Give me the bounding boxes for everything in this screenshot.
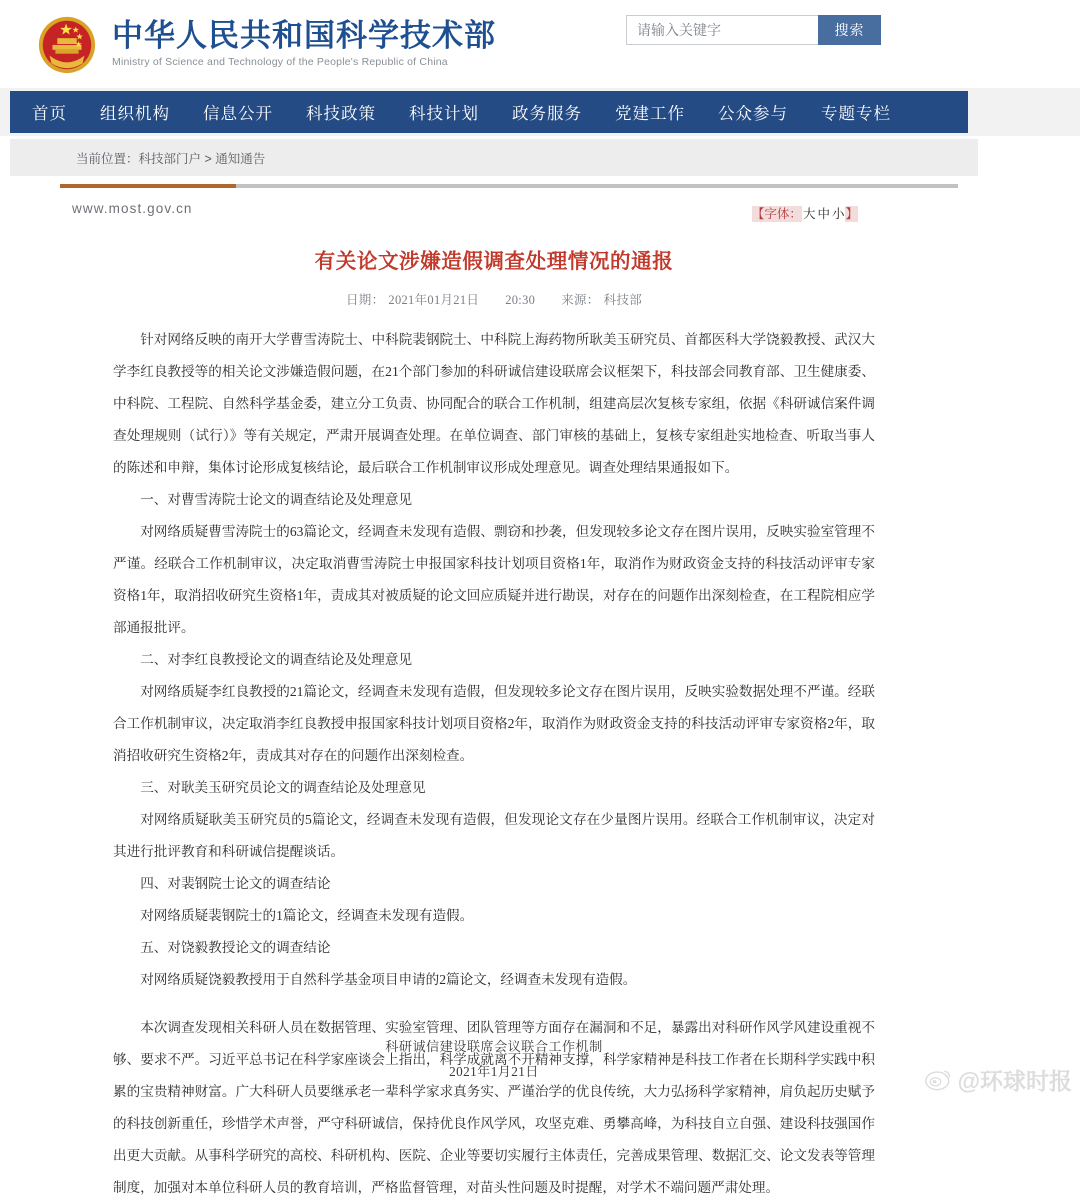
main-navigation — [0, 88, 1080, 136]
site-header — [0, 0, 1080, 88]
page-title: 有关论文涉嫌造假调查处理情况的通报 — [314, 250, 674, 273]
font-size-label-close: 】 — [845, 207, 858, 221]
document-meta — [10, 290, 978, 308]
nav-item-program[interactable]: 科技计划 — [409, 105, 479, 123]
nav-item-policy[interactable]: 科技政策 — [306, 105, 376, 123]
font-size-control — [752, 204, 858, 222]
section-heading-4: 四、对裴钢院士论文的调查结论 — [140, 876, 331, 891]
meta-date-label: 日期： — [345, 293, 385, 307]
meta-date: 2021年01月21日 — [388, 293, 480, 307]
paragraph-section-4: 对网络质疑裴钢院士的1篇论文，经调查未发现有造假。 — [140, 908, 474, 923]
font-size-large[interactable]: 大 — [802, 207, 816, 221]
section-heading-5: 五、对饶毅教授论文的调查结论 — [140, 940, 331, 955]
site-brand — [0, 13, 496, 75]
breadcrumb-bar — [10, 139, 978, 176]
paragraph-closing: 本次调查发现相关科研人员在数据管理、实验室管理、团队管理等方面存在漏洞和不足，暴露出对科研作风学风建设重视不够、要求不严。习近平总书记在科学家座谈会上指出，科学成就离不开精神支撑，科学家精神是科技工作者在长期科学实践中积累的宝贵精神财富。广大科研人员要继承老一辈科学家求真务实、严谨治学的优良传统，大力弘扬科学家精神，肩负起历史赋予的科技创新重任，珍惜学术声誉，严守科研诚信，保持优良作风学风，攻坚克难、勇攀高峰，为科技自立自强、建设科技强国作出更大贡献。从事科学研究的高校、科研机构、医院、企业等要切实履行主体责任，完善成果管理、数据汇交、论文发表等管理制度，加强对本单位科研人员的教育培训，严格监督管理，对苗头性问题及时提醒，对学术不端问题严肃处理。 — [113, 1020, 875, 1195]
paragraph-section-2: 对网络质疑李红良教授的21篇论文，经调查未发现有造假，但发现较多论文存在图片误用，反映实验数据处理不严谨。经联合工作机制审议，决定取消李红良教授申报国家科技计划项目资格2年，取消作为财政资金支持的科技活动评审专家资格2年，取消招收研究生资格2年，责成其对存在的问题作出深刻检查。 — [113, 684, 875, 763]
nav-item-home[interactable]: 首页 — [32, 105, 67, 123]
paragraph-spacer — [113, 996, 875, 1012]
article-panel — [10, 176, 978, 1195]
nav-item-special[interactable]: 专题专栏 — [821, 105, 891, 123]
meta-time: 20:30 — [505, 293, 536, 307]
nav-item-disclosure[interactable]: 信息公开 — [203, 105, 273, 123]
signature-block — [10, 1034, 978, 1084]
font-size-label: 【字体： — [751, 207, 802, 221]
search-input[interactable] — [626, 15, 818, 45]
signature-date: 2021年1月21日 — [449, 1064, 539, 1079]
header-divider-accent — [60, 184, 236, 188]
search-box — [626, 15, 881, 45]
section-heading-1: 一、对曹雪涛院士论文的调查结论及处理意见 — [140, 492, 413, 507]
section-heading-3: 三、对耿美玉研究员论文的调查结论及处理意见 — [140, 780, 426, 795]
paragraph-section-1: 对网络质疑曹雪涛院士的63篇论文，经调查未发现有造假、剽窃和抄袭，但发现较多论文存在图片误用，反映实验室管理不严谨。经联合工作机制审议，决定取消曹雪涛院士申报国家科技计划项目资格1年，取消作为财政资金支持的科技活动评审专家资格1年，取消招收研究生资格1年，责成其对被质疑的论文回应质疑并进行勘误，对存在的问题作出深刻检查，在工程院相应学部通报批评。 — [113, 524, 875, 635]
meta-source-label: 来源： — [561, 293, 600, 307]
search-button[interactable]: 搜索 — [818, 15, 881, 45]
nav-bar — [10, 91, 968, 133]
nav-item-public[interactable]: 公众参与 — [718, 105, 788, 123]
nav-item-org[interactable]: 组织机构 — [100, 105, 170, 123]
china-national-emblem-icon — [36, 13, 98, 75]
section-heading-2: 二、对李红良教授论文的调查结论及处理意见 — [140, 652, 413, 667]
site-title-en: Ministry of Science and Technology of the People's Republic of China — [112, 56, 448, 69]
font-size-small[interactable]: 小 — [831, 207, 845, 221]
site-title-cn: 中华人民共和国科学技术部 — [112, 17, 496, 53]
site-url-label: www.most.gov.cn — [72, 201, 193, 216]
paragraph-section-3: 对网络质疑耿美玉研究员的5篇论文，经调查未发现有造假，但发现论文存在少量图片误用。经联合工作机制审议，决定对其进行批评教育和科研诚信提醒谈话。 — [113, 812, 875, 859]
signature-organization: 科研诚信建设联席会议联合工作机制 — [385, 1039, 603, 1054]
nav-item-services[interactable]: 政务服务 — [512, 105, 582, 123]
header-divider — [60, 184, 958, 188]
paragraph-intro: 针对网络反映的南开大学曹雪涛院士、中科院裴钢院士、中科院上海药物所耿美玉研究员、首都医科大学饶毅教授、武汉大学李红良教授等的相关论文涉嫌造假问题，在21个部门参加的科研诚信建设联席会议框架下，科技部会同教育部、卫生健康委、中科院、工程院、自然科学基金委，建立分工负责、协同配合的联合工作机制，组建高层次复核专家组，依据《科研诚信案件调查处理规则（试行）》等有关规定，严肃开展调查处理。在单位调查、部门审核的基础上，复核专家组赴实地检查、听取当事人的陈述和申辩，集体讨论形成复核结论，最后联合工作机制审议形成处理意见。调查处理结果通报如下。 — [113, 332, 875, 475]
brand-text — [112, 17, 496, 69]
watermark-text: @环球时报 — [957, 1068, 1072, 1094]
paragraph-section-5: 对网络质疑饶毅教授用于自然科学基金项目申请的2篇论文，经调查未发现有造假。 — [140, 972, 637, 987]
breadcrumb[interactable]: 当前位置：科技部门户 > 通知通告 — [76, 152, 266, 166]
meta-source: 科技部 — [603, 293, 642, 307]
font-size-medium[interactable]: 中 — [817, 207, 830, 221]
nav-item-party[interactable]: 党建工作 — [615, 105, 685, 123]
